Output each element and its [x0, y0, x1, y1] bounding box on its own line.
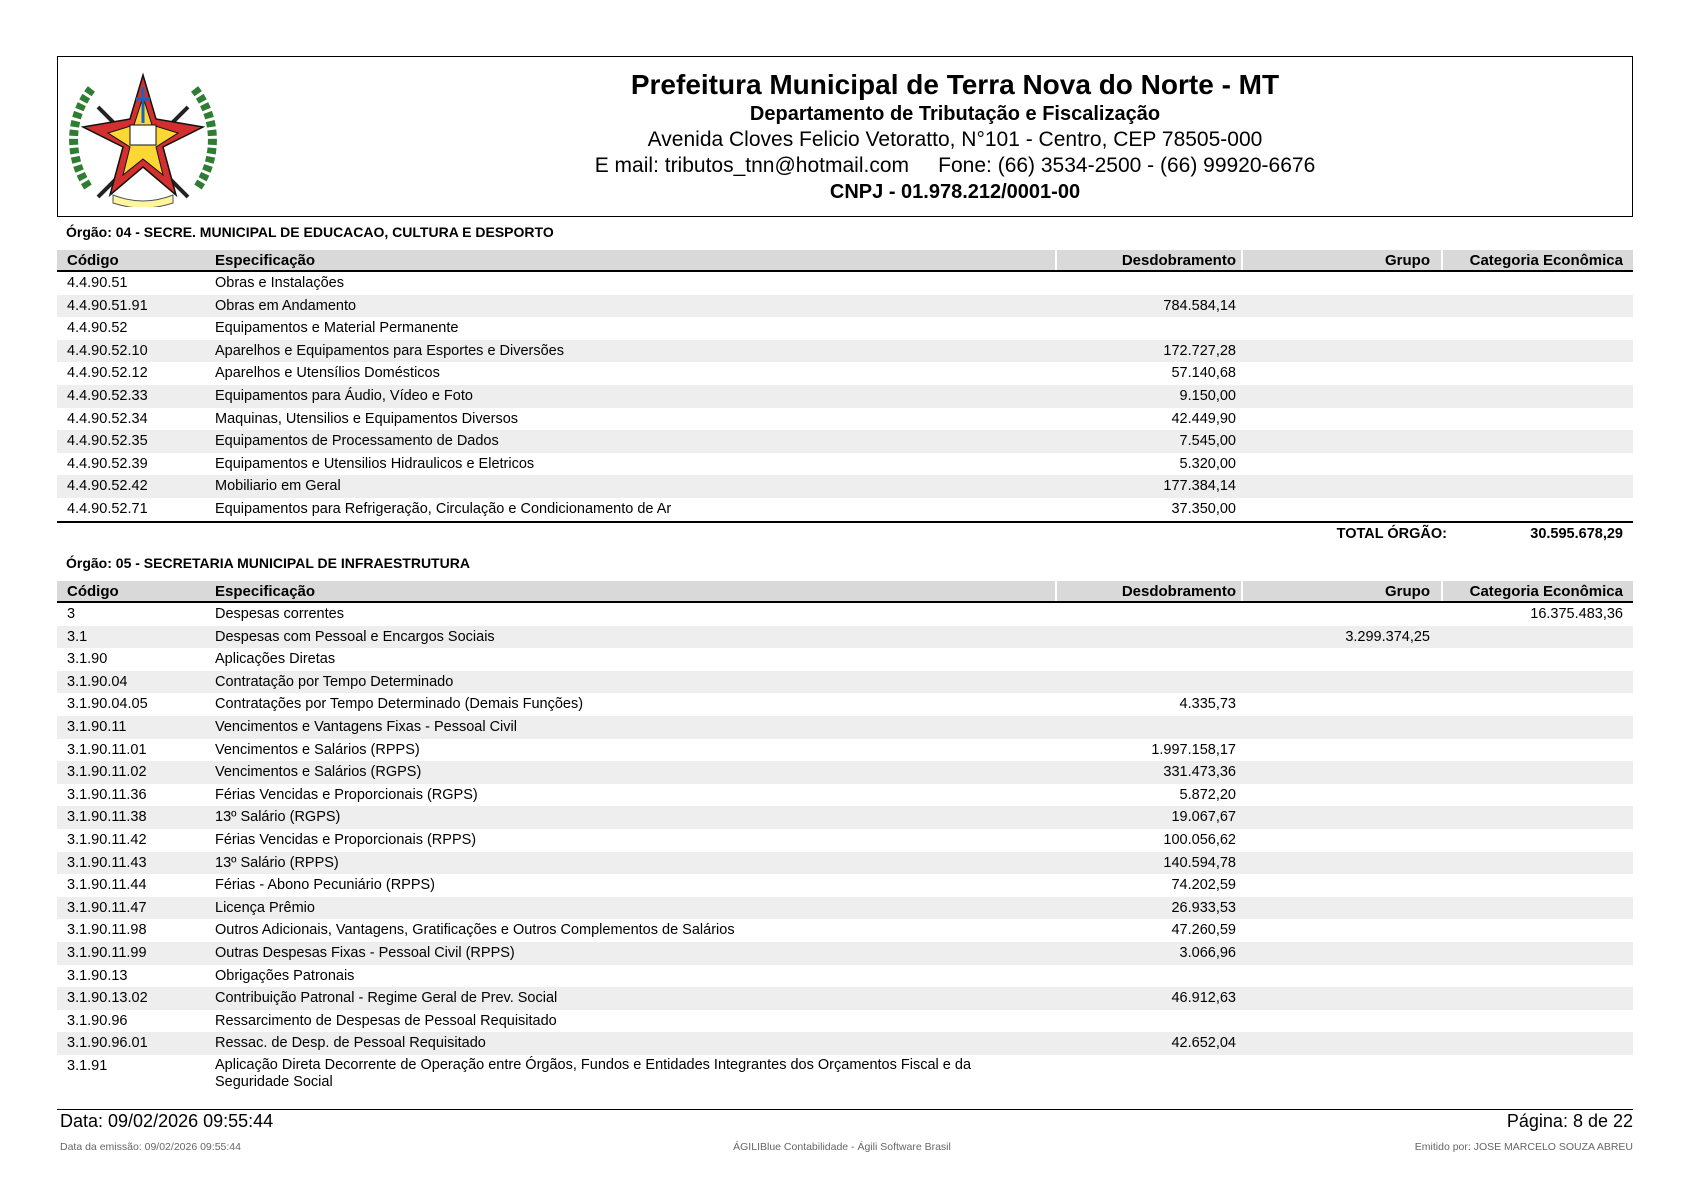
cell-code: 3.1.90.11.01 [67, 741, 147, 758]
cell-desd: 5.320,00 [1179, 455, 1236, 472]
cell-desd: 1.997.158,17 [1151, 741, 1236, 758]
table-row [57, 987, 1633, 1010]
table-row [57, 475, 1633, 498]
footer-emission-date: Data da emissão: 09/02/2026 09:55:44 [60, 1141, 241, 1153]
table-row [57, 626, 1633, 649]
table-row [57, 453, 1633, 476]
table-row [57, 965, 1633, 988]
table-row [57, 761, 1633, 784]
address-line: Avenida Cloves Felicio Vetoratto, N°101 - Centro, CEP 78505-000 [647, 128, 1263, 151]
cell-code: 3.1.90.11.99 [67, 944, 147, 961]
cell-spec: Férias Vencidas e Proporcionais (RGPS) [215, 786, 478, 803]
cell-code: 3.1 [67, 628, 88, 645]
col-header-spec: Especificação [215, 583, 316, 600]
cell-spec: Equipamentos e Material Permanente [215, 320, 459, 337]
cell-desd: 177.384,14 [1163, 478, 1236, 495]
table-row [57, 716, 1633, 739]
cell-spec: Despesas correntes [215, 606, 344, 622]
cell-code: 3.1.90.04.05 [67, 696, 148, 713]
page-title: Prefeitura Municipal de Terra Nova do Norte - MT [630, 69, 1280, 100]
table-row [57, 942, 1633, 965]
cell-spec: Férias Vencidas e Proporcionais (RPPS) [215, 831, 477, 848]
report-header [57, 56, 1633, 217]
table-row [57, 430, 1633, 453]
cell-spec: Outros Adicionais, Vantagens, Gratificações e Outros Complementos de Salários [215, 922, 735, 939]
cell-grupo: 3.299.374,25 [1345, 628, 1430, 645]
col-header-grupo: Grupo [1385, 252, 1430, 269]
table-header [57, 250, 1633, 272]
table-row [57, 385, 1633, 408]
table-row [57, 739, 1633, 762]
total-orgao [57, 526, 1633, 546]
cell-code: 4.4.90.52.42 [67, 478, 148, 495]
footer-page-number: Página: 8 de 22 [1506, 1111, 1633, 1131]
cell-code: 3.1.90 [67, 651, 108, 668]
col-header-cat: Categoria Econômica [1469, 583, 1623, 600]
cnpj-line: CNPJ - 01.978.212/0001-00 [829, 181, 1081, 203]
table-row [57, 1032, 1633, 1055]
table-row [57, 272, 1633, 295]
footer-software: ÁGILIBlue Contabilidade - Ágili Software Brasil [733, 1141, 951, 1153]
table-row [57, 874, 1633, 897]
cell-spec: Contratação por Tempo Determinado [215, 673, 454, 690]
section-title-orgao-05: Órgão: 05 - SECRETARIA MUNICIPAL DE INFRAESTRUTURA [66, 555, 470, 571]
cell-spec: Maquinas, Utensilios e Equipamentos Diversos [215, 410, 519, 427]
cell-spec: Vencimentos e Salários (RGPS) [215, 764, 422, 781]
cell-code: 4.4.90.52.10 [67, 342, 148, 359]
table-row [57, 603, 1633, 626]
cell-spec: Vencimentos e Vantagens Fixas - Pessoal Civil [215, 718, 517, 735]
cell-code: 3.1.90.11.47 [67, 899, 147, 916]
cell-code: 3.1.90.11 [67, 718, 127, 735]
table-row [57, 693, 1633, 716]
cell-code: 4.4.90.52.39 [67, 455, 148, 472]
section-title-orgao-04: Órgão: 04 - SECRE. MUNICIPAL DE EDUCACAO, CULTURA E DESPORTO [66, 224, 554, 240]
cell-desd: 5.872,20 [1179, 786, 1236, 803]
col-header-desd: Desdobramento [1121, 252, 1236, 269]
col-header-spec: Especificação [215, 252, 316, 269]
table-row [57, 852, 1633, 875]
table-row [57, 408, 1633, 431]
cell-code: 3.1.90.11.36 [67, 786, 147, 803]
footer-date: Data: 09/02/2026 09:55:44 [60, 1111, 274, 1131]
col-header-cat: Categoria Econômica [1469, 252, 1623, 269]
cell-code: 4.4.90.52.71 [67, 500, 148, 517]
col-header-desd: Desdobramento [1121, 583, 1236, 600]
cell-spec: Aparelhos e Utensílios Domésticos [215, 365, 440, 382]
cell-spec: Equipamentos de Processamento de Dados [215, 433, 499, 450]
cell-code: 4.4.90.52.33 [67, 387, 148, 404]
cell-spec: Equipamentos para Áudio, Vídeo e Foto [215, 387, 473, 404]
cell-code: 3.1.90.11.98 [67, 922, 147, 939]
cell-code: 3.1.91 [67, 1057, 108, 1074]
footer-issuer: Emitido por: JOSE MARCELO SOUZA ABREU [1414, 1141, 1633, 1153]
table-row [57, 1055, 1633, 1093]
cell-desd: 140.594,78 [1163, 854, 1236, 871]
cell-spec: 13º Salário (RGPS) [215, 809, 341, 826]
cell-code: 4.4.90.51.91 [67, 297, 148, 314]
cell-code: 3.1.90.11.02 [67, 764, 147, 781]
cell-code: 4.4.90.52.12 [67, 365, 148, 382]
cell-code: 3.1.90.96.01 [67, 1035, 148, 1052]
cell-desd: 19.067,67 [1171, 809, 1236, 826]
cell-desd: 3.066,96 [1179, 944, 1236, 961]
cell-desd: 46.912,63 [1171, 990, 1236, 1007]
table-row [57, 648, 1633, 671]
cell-code: 4.4.90.52 [67, 320, 128, 337]
cell-spec: Despesas com Pessoal e Encargos Sociais [215, 628, 495, 645]
cell-code: 3.1.90.11.42 [67, 831, 147, 848]
table-orgao-05 [57, 581, 1633, 1093]
cell-code: 4.4.90.52.34 [67, 410, 148, 427]
col-header-code: Código [67, 252, 119, 269]
cell-spec: Aplicações Diretas [215, 651, 336, 668]
cell-desd: 172.727,28 [1163, 342, 1236, 359]
table-row [57, 317, 1633, 340]
table-row [57, 897, 1633, 920]
cell-desd: 7.545,00 [1179, 433, 1236, 450]
footer-divider [57, 1109, 1633, 1110]
table-row [57, 1010, 1633, 1033]
cell-desd: 9.150,00 [1179, 387, 1236, 404]
cell-code: 3.1.90.04 [67, 673, 128, 690]
cell-desd: 331.473,36 [1163, 764, 1236, 781]
cell-desd: 42.449,90 [1171, 410, 1236, 427]
cell-desd: 47.260,59 [1171, 922, 1236, 939]
table-orgao-04 [57, 250, 1633, 523]
table-row [57, 498, 1633, 521]
cell-code: 3.1.90.11.44 [67, 877, 147, 894]
cell-desd: 42.652,04 [1171, 1035, 1236, 1052]
municipal-coat-of-arms-icon [68, 67, 218, 207]
table-row [57, 362, 1633, 385]
cell-desd: 26.933,53 [1171, 899, 1236, 916]
cell-code: 3.1.90.11.38 [67, 809, 147, 826]
cell-code: 3.1.90.13 [67, 967, 128, 984]
cell-spec: Equipamentos e Utensilios Hidraulicos e Eletricos [215, 455, 535, 472]
cell-cat: 16.375.483,36 [1530, 606, 1623, 622]
table-row [57, 295, 1633, 318]
cell-code: 4.4.90.52.35 [67, 433, 148, 450]
cell-spec: Obras em Andamento [215, 297, 357, 314]
table-row [57, 671, 1633, 694]
cell-spec: Licença Prêmio [215, 899, 315, 916]
table-row [57, 806, 1633, 829]
cell-desd: 37.350,00 [1171, 500, 1236, 517]
cell-spec: Ressac. de Desp. de Pessoal Requisitado [215, 1035, 486, 1052]
total-label: TOTAL ÓRGÃO: [1336, 526, 1447, 542]
department-name: Departamento de Tributação e Fiscalização [749, 103, 1161, 125]
cell-desd: 74.202,59 [1171, 877, 1236, 894]
cell-spec: Obrigações Patronais [215, 967, 355, 984]
cell-spec: Ressarcimento de Despesas de Pessoal Requisitado [215, 1012, 557, 1029]
col-header-code: Código [67, 583, 119, 600]
cell-spec: Obras e Instalações [215, 275, 344, 291]
cell-spec: 13º Salário (RPPS) [215, 854, 339, 871]
table-row [57, 784, 1633, 807]
cell-spec: Vencimentos e Salários (RPPS) [215, 741, 420, 758]
table-row [57, 829, 1633, 852]
cell-spec: Equipamentos para Refrigeração, Circulação e Condicionamento de Ar [215, 500, 672, 517]
contact-line: E mail: tributos_tnn@hotmail.com Fone: (66) 3534-2500 - (66) 99920-6676 [594, 154, 1316, 177]
cell-code: 3.1.90.11.43 [67, 854, 147, 871]
cell-desd: 100.056,62 [1163, 831, 1236, 848]
cell-code: 3.1.90.96 [67, 1012, 128, 1029]
cell-spec: Contratações por Tempo Determinado (Demais Funções) [215, 696, 584, 713]
table-body [57, 272, 1633, 521]
cell-spec: Contribuição Patronal - Regime Geral de Prev. Social [215, 990, 558, 1007]
cell-spec: Mobiliario em Geral [215, 478, 341, 495]
cell-code: 4.4.90.51 [67, 275, 128, 291]
cell-code: 3.1.90.13.02 [67, 990, 148, 1007]
cell-desd: 784.584,14 [1163, 297, 1236, 314]
cell-spec: Férias - Abono Pecuniário (RPPS) [215, 877, 436, 894]
cell-code: 3 [67, 606, 76, 622]
table-header [57, 581, 1633, 603]
table-body [57, 603, 1633, 1093]
cell-desd: 4.335,73 [1179, 696, 1236, 713]
col-header-grupo: Grupo [1385, 583, 1430, 600]
cell-spec: Aparelhos e Equipamentos para Esportes e Diversões [215, 342, 564, 359]
cell-spec: Outras Despesas Fixas - Pessoal Civil (RPPS) [215, 944, 515, 961]
table-row [57, 919, 1633, 942]
total-value: 30.595.678,29 [1530, 526, 1623, 542]
cell-spec: Aplicação Direta Decorrente de Operação entre Órgãos, Fundos e Entidades Integrantes dos Orçamentos Fiscal e da Seguridade Social [215, 1056, 972, 1090]
cell-desd: 57.140,68 [1171, 365, 1236, 382]
table-row [57, 340, 1633, 363]
